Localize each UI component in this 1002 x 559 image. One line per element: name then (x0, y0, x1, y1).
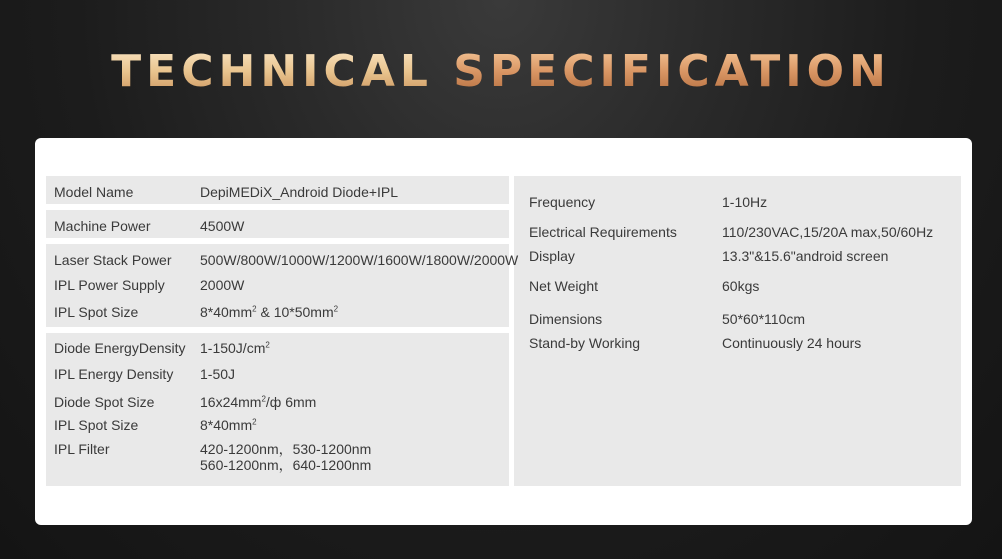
spec-value: $8*40mm^2$ (200, 417, 257, 433)
spec-label: Display (529, 248, 575, 264)
spec-panel (35, 138, 972, 525)
spec-value: $16x24mm^2/ф$ 6mm (200, 394, 317, 410)
spec-value: 420-1200nm，530-1200nm 560-1200nm，640-1200nm (200, 441, 372, 473)
spec-label: IPL Filter (54, 441, 110, 457)
spec-value: 4500W (200, 218, 245, 234)
spec-value: 60kgs (722, 278, 760, 294)
spec-value: $8*40mm^2$ & $10*50mm^2$ (200, 304, 339, 320)
spec-value: 1-50J (200, 366, 236, 382)
page-title (0, 44, 1002, 100)
spec-label: Model Name (54, 184, 134, 200)
spec-value: 1-10Hz (722, 194, 768, 210)
spec-group-right (514, 176, 961, 486)
spec-label: IPL Energy Density (54, 366, 174, 382)
spec-value: 500W/800W/1000W/1200W/1600W/1800W/2000W (200, 252, 519, 268)
spec-label: IPL Spot Size (54, 304, 139, 320)
spec-value: 2000W (200, 277, 245, 293)
spec-label: Dimensions (529, 311, 603, 327)
spec-value: 110/230VAC,15/20A max,50/60Hz (722, 224, 934, 240)
spec-value: DepiMEDiX_Android Diode+IPL (200, 184, 399, 200)
spec-label: Electrical Requirements (529, 224, 677, 240)
spec-label: Diode EnergyDensity (54, 340, 186, 356)
spec-label: Net Weight (529, 278, 598, 294)
spec-label: IPL Power Supply (54, 277, 165, 293)
title-technical: TECHNICAL (111, 46, 433, 97)
spec-value: 13.3"&15.6"android screen (722, 248, 889, 264)
spec-label: Laser Stack Power (54, 252, 172, 268)
spec-label: Frequency (529, 194, 596, 210)
spec-label: Machine Power (54, 218, 151, 234)
title-specification: SPECIFICATION (453, 46, 891, 97)
spec-label: IPL Spot Size (54, 417, 139, 433)
spec-label: Diode Spot Size (54, 394, 155, 410)
spec-value: $1-150J/cm^2$ (200, 340, 270, 356)
spec-value: Continuously 24 hours (722, 335, 862, 351)
spec-value: 50*60*110cm (722, 311, 806, 327)
spec-label: Stand-by Working (529, 335, 641, 351)
